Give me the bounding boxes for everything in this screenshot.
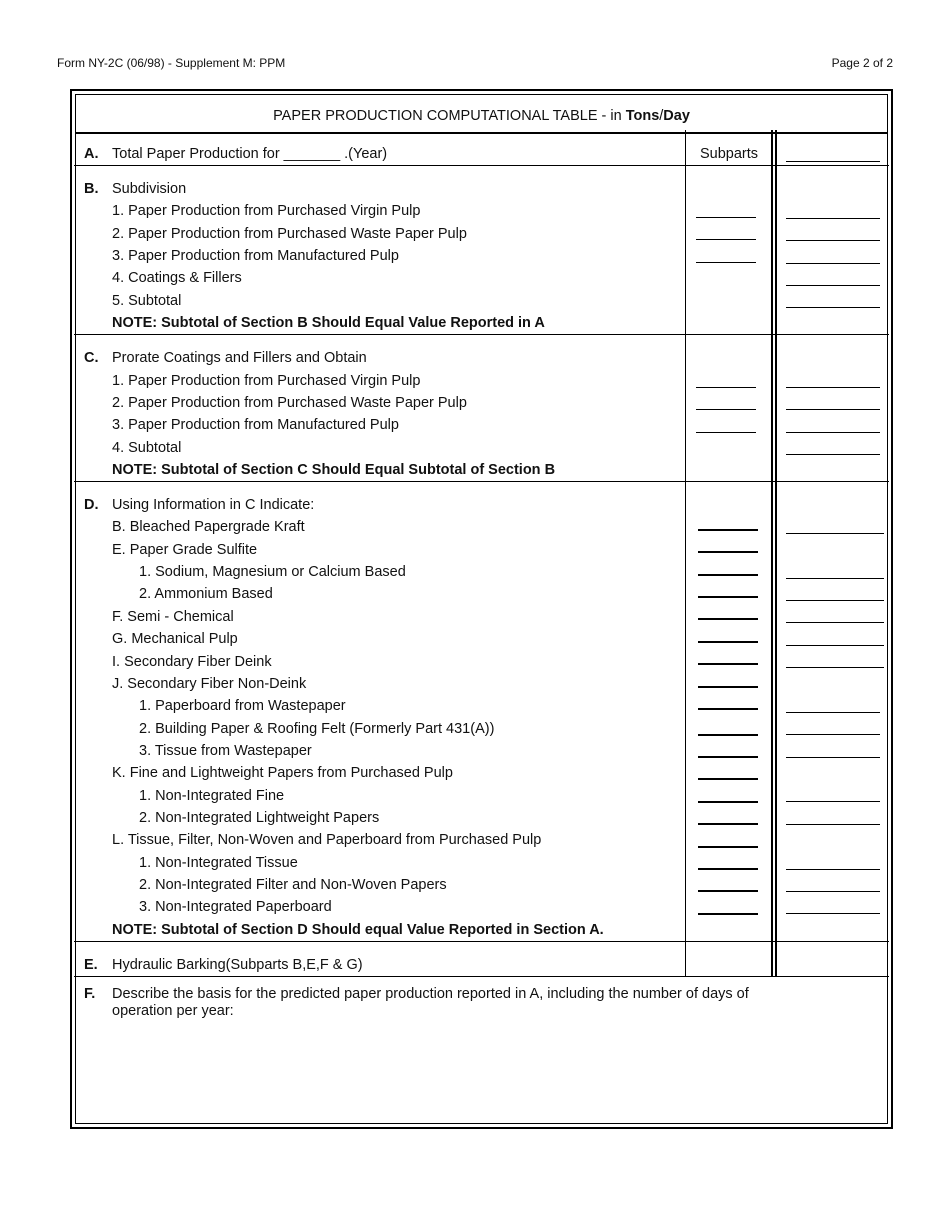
value-field[interactable]: [786, 913, 880, 914]
section-b-item: 3. Paper Production from Manufactured Pulp: [112, 248, 399, 264]
section-b-heading: Subdivision: [112, 181, 187, 197]
column-rule-double-a: [771, 130, 773, 977]
section-c-item: 2. Paper Production from Purchased Waste Paper Pulp: [112, 395, 467, 411]
value-field[interactable]: [786, 600, 884, 601]
section-a-letter: A.: [84, 146, 99, 162]
subpart-field[interactable]: [698, 596, 758, 598]
value-field[interactable]: [786, 734, 880, 735]
section-f-letter: F.: [84, 986, 96, 1002]
section-c-heading: Prorate Coatings and Fillers and Obtain: [112, 350, 367, 366]
rule-after-e: [74, 976, 889, 977]
value-field[interactable]: [786, 622, 884, 623]
form-id: Form NY-2C (06/98) - Supplement M: PPM: [57, 56, 286, 70]
value-field[interactable]: [786, 824, 880, 825]
table-title: PAPER PRODUCTION COMPUTATIONAL TABLE - in Tons/Day: [76, 95, 887, 134]
section-d-letter: D.: [84, 497, 99, 513]
subpart-field[interactable]: [696, 262, 756, 263]
subpart-field[interactable]: [698, 778, 758, 780]
value-field[interactable]: [786, 578, 884, 579]
section-d-item: 2. Ammonium Based: [139, 586, 273, 602]
section-c-letter: C.: [84, 350, 99, 366]
value-field[interactable]: [786, 218, 880, 219]
section-d-item: 1. Non-Integrated Fine: [139, 788, 285, 804]
subpart-field[interactable]: [698, 756, 758, 758]
value-field[interactable]: [786, 307, 880, 308]
section-b-letter: B.: [84, 181, 99, 197]
subpart-field[interactable]: [696, 217, 756, 218]
section-d-item: 1. Paperboard from Wastepaper: [139, 698, 346, 714]
section-d-note: NOTE: Subtotal of Section D Should equal Value Reported in Section A.: [112, 922, 604, 938]
section-c-note: NOTE: Subtotal of Section C Should Equal Subtotal of Section B: [112, 462, 556, 478]
subpart-field[interactable]: [698, 846, 758, 848]
section-d-item: 2. Non-Integrated Lightweight Papers: [139, 810, 380, 826]
subpart-field[interactable]: [698, 641, 758, 643]
subpart-field[interactable]: [696, 239, 756, 240]
subpart-field[interactable]: [698, 618, 758, 620]
subpart-field[interactable]: [698, 734, 758, 736]
value-field[interactable]: [786, 387, 880, 388]
section-d-item: 2. Non-Integrated Filter and Non-Woven Papers: [139, 877, 447, 893]
section-b-note: NOTE: Subtotal of Section B Should Equal Value Reported in A: [112, 315, 545, 331]
section-b-item: 4. Coatings & Fillers: [112, 270, 242, 286]
column-rule-double-b: [775, 130, 777, 977]
subpart-field[interactable]: [698, 823, 758, 825]
section-a-value-field[interactable]: [786, 161, 880, 162]
column-rule-subparts: [685, 130, 686, 977]
subpart-field[interactable]: [698, 868, 758, 870]
value-field[interactable]: [786, 409, 880, 410]
subpart-field[interactable]: [696, 409, 756, 410]
section-d-item: 1. Non-Integrated Tissue: [139, 855, 298, 871]
subpart-field[interactable]: [698, 551, 758, 553]
rule-after-c: [74, 481, 889, 482]
section-d-item: 3. Tissue from Wastepaper: [139, 743, 312, 759]
section-e-text: Hydraulic Barking(Subparts B,E,F & G): [112, 957, 363, 973]
subpart-field[interactable]: [698, 529, 758, 531]
section-d-item: I. Secondary Fiber Deink: [112, 654, 272, 670]
rule-after-d: [74, 941, 889, 942]
section-d-item: 2. Building Paper & Roofing Felt (Formerly Part 431(A)): [139, 721, 495, 737]
value-field[interactable]: [786, 454, 880, 455]
value-field[interactable]: [786, 263, 880, 264]
section-f-answer-area[interactable]: [112, 1025, 872, 1120]
subpart-field[interactable]: [698, 686, 758, 688]
page-number: Page 2 of 2: [831, 56, 893, 70]
value-field[interactable]: [786, 285, 880, 286]
value-field[interactable]: [786, 891, 880, 892]
section-d-item: 1. Sodium, Magnesium or Calcium Based: [139, 564, 406, 580]
section-c-item: 3. Paper Production from Manufactured Pulp: [112, 417, 399, 433]
value-field[interactable]: [786, 533, 884, 534]
section-d-item: L. Tissue, Filter, Non-Woven and Paperboard from Purchased Pulp: [112, 832, 542, 848]
section-d-item: J. Secondary Fiber Non-Deink: [112, 676, 307, 692]
section-e-letter: E.: [84, 957, 98, 973]
subpart-field[interactable]: [698, 663, 758, 665]
value-field[interactable]: [786, 667, 884, 668]
value-field[interactable]: [786, 432, 880, 433]
rule-after-b: [74, 334, 889, 335]
section-d-item: B. Bleached Papergrade Kraft: [112, 519, 305, 535]
rule-after-a: [74, 165, 889, 166]
subpart-field[interactable]: [696, 432, 756, 433]
subpart-field[interactable]: [698, 708, 758, 710]
section-d-item: K. Fine and Lightweight Papers from Purchased Pulp: [112, 765, 453, 781]
value-field[interactable]: [786, 801, 880, 802]
section-d-item: E. Paper Grade Sulfite: [112, 542, 258, 558]
section-f-text: Describe the basis for the predicted paper production reported in A, including the number of days of operation per year:: [112, 986, 749, 1019]
section-b-item: 2. Paper Production from Purchased Waste Paper Pulp: [112, 226, 467, 242]
value-field[interactable]: [786, 712, 880, 713]
section-c-item: 1. Paper Production from Purchased Virgin Pulp: [112, 373, 421, 389]
value-field[interactable]: [786, 869, 880, 870]
value-field[interactable]: [786, 645, 884, 646]
section-c-item: 4. Subtotal: [112, 440, 182, 456]
subpart-field[interactable]: [698, 890, 758, 892]
subparts-header: Subparts: [699, 146, 759, 162]
section-d-item: F. Semi - Chemical: [112, 609, 234, 625]
subpart-field[interactable]: [698, 574, 758, 576]
section-d-heading: Using Information in C Indicate:: [112, 497, 315, 513]
subpart-field[interactable]: [696, 387, 756, 388]
section-a-text: Total Paper Production for _______ .(Year): [112, 146, 388, 162]
subpart-field[interactable]: [698, 913, 758, 915]
section-d-item: G. Mechanical Pulp: [112, 631, 238, 647]
section-b-item: 5. Subtotal: [112, 293, 182, 309]
value-field[interactable]: [786, 240, 880, 241]
value-field[interactable]: [786, 757, 880, 758]
subpart-field[interactable]: [698, 801, 758, 803]
section-b-item: 1. Paper Production from Purchased Virgin Pulp: [112, 203, 421, 219]
section-d-item: 3. Non-Integrated Paperboard: [139, 899, 332, 915]
